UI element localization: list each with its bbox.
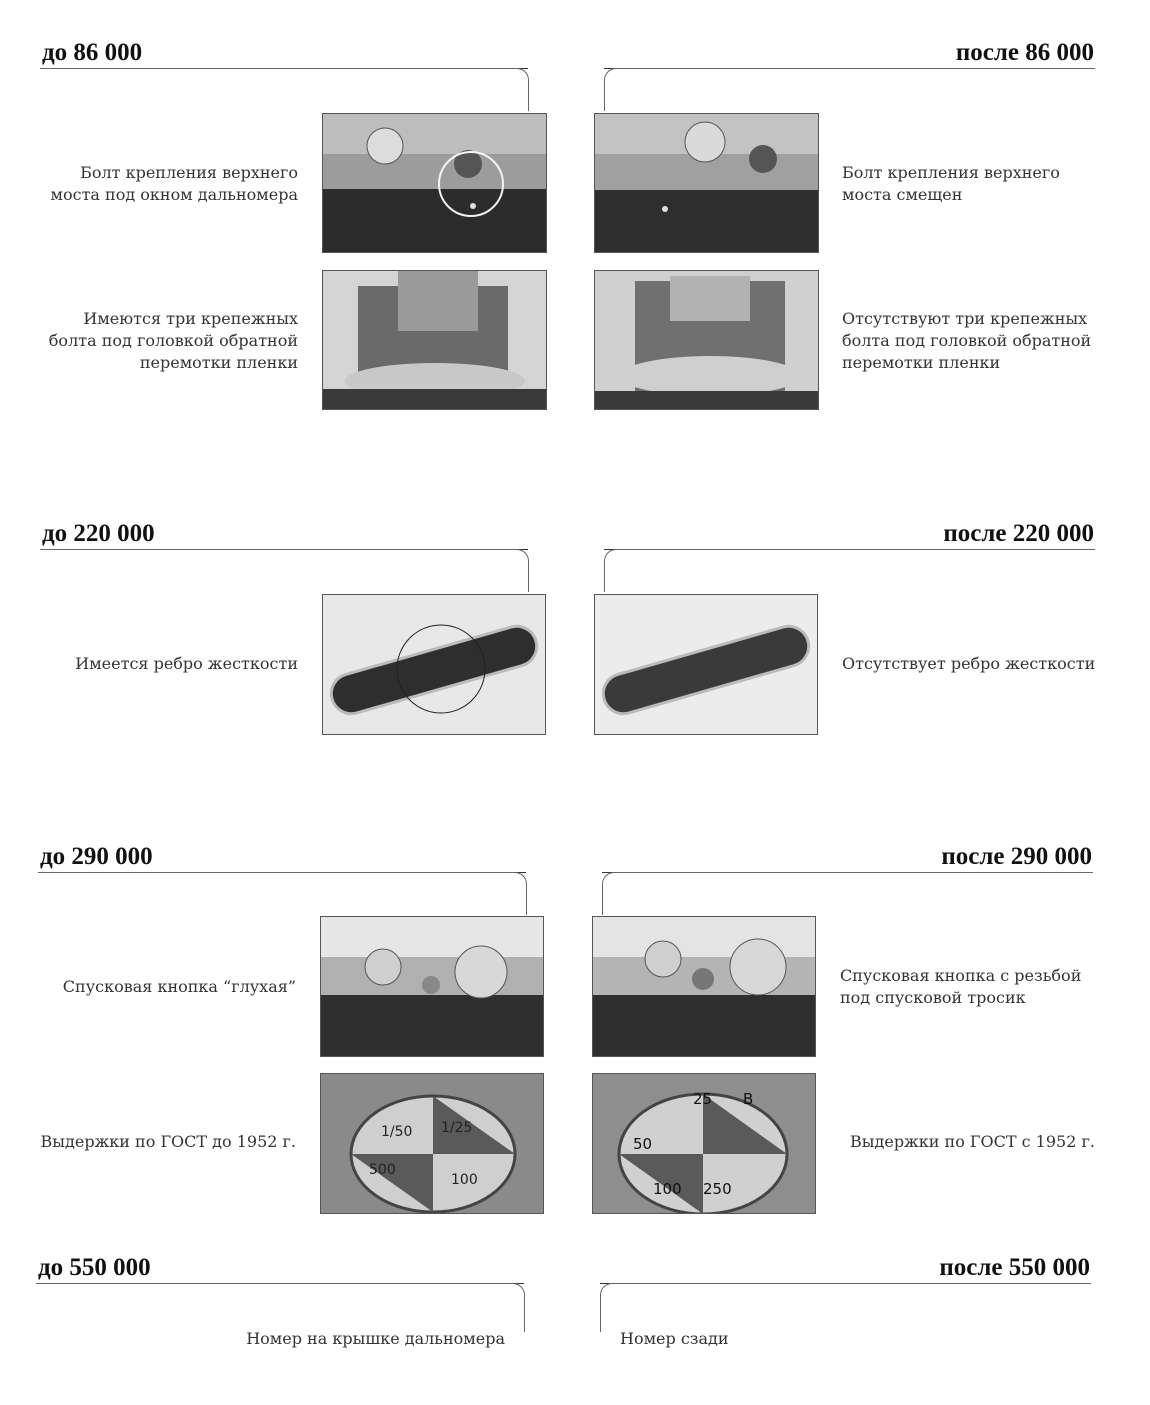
caption-after: Выдержки по ГОСТ с 1952 г.	[850, 1132, 1095, 1151]
caption-after: Отсутствуют три крепежных болта под головкой обратной перемотки пленки	[842, 309, 1092, 372]
bracket-left	[38, 872, 527, 915]
camera-top-image	[595, 114, 818, 252]
caption-before: Болт крепления верхнего моста под окном дальномера	[50, 163, 298, 204]
heading-after: после 220 000	[943, 520, 1094, 547]
dial-label: 100	[653, 1180, 682, 1198]
shutter-button-image	[593, 917, 815, 1056]
caption-before: Номер на крышке дальномера	[246, 1329, 505, 1348]
bracket-right	[604, 68, 1095, 111]
caption-before: Выдержки по ГОСТ до 1952 г.	[40, 1132, 296, 1151]
dial-label: 25	[693, 1090, 713, 1108]
bottom-plate-image	[595, 595, 817, 734]
photo-rib-after	[594, 594, 818, 735]
camera-top-image	[323, 114, 546, 252]
heading-before: до 550 000	[38, 1254, 151, 1281]
photo-rewind-bolts-after	[594, 270, 819, 410]
rewind-knob-image	[323, 271, 546, 409]
shutter-dial-image	[593, 1074, 815, 1213]
shutter-button-image	[321, 917, 543, 1056]
dial-label: B	[743, 1090, 754, 1108]
photo-shutter-dial-before	[320, 1073, 544, 1214]
bracket-left	[40, 549, 529, 592]
dial-label: 1/25	[441, 1120, 473, 1136]
photo-rewind-bolts-before	[322, 270, 547, 410]
photo-shutter-button-before	[320, 916, 544, 1057]
photo-bridge-bolt-after	[594, 113, 819, 253]
caption-after: Отсутствует ребро жесткости	[842, 654, 1096, 673]
caption-after: Спусковая кнопка с резьбой под спусковой тросик	[840, 966, 1082, 1007]
dial-label: 100	[451, 1172, 478, 1188]
caption-before: Имеется ребро жесткости	[75, 654, 298, 673]
caption-before: Спусковая кнопка “глухая”	[62, 977, 296, 996]
caption-after: Номер сзади	[620, 1329, 729, 1348]
photo-rib-before	[322, 594, 546, 735]
heading-before: до 86 000	[42, 39, 143, 66]
heading-before: до 290 000	[40, 843, 153, 870]
heading-after: после 86 000	[955, 39, 1094, 66]
bracket-right	[600, 1283, 1091, 1332]
dial-label: 50	[633, 1135, 653, 1153]
dial-label: 500	[369, 1162, 396, 1178]
photo-shutter-button-after	[592, 916, 816, 1057]
bracket-left	[40, 68, 529, 111]
bracket-right	[604, 549, 1095, 592]
dial-label: 1/50	[381, 1124, 413, 1140]
rewind-knob-image	[595, 271, 818, 409]
heading-before: до 220 000	[42, 520, 155, 547]
bracket-left	[36, 1283, 525, 1332]
heading-after: после 290 000	[941, 843, 1092, 870]
photo-shutter-dial-after	[592, 1073, 816, 1214]
bracket-right	[602, 872, 1093, 915]
photo-bridge-bolt-before	[322, 113, 547, 253]
shutter-dial-image	[321, 1074, 543, 1213]
caption-before: Имеются три крепежных болта под головкой обратной перемотки пленки	[48, 309, 298, 372]
bottom-plate-image	[323, 595, 545, 734]
heading-after: после 550 000	[939, 1254, 1090, 1281]
dial-label: 250	[703, 1180, 732, 1198]
caption-after: Болт крепления верхнего моста смещен	[842, 163, 1060, 204]
